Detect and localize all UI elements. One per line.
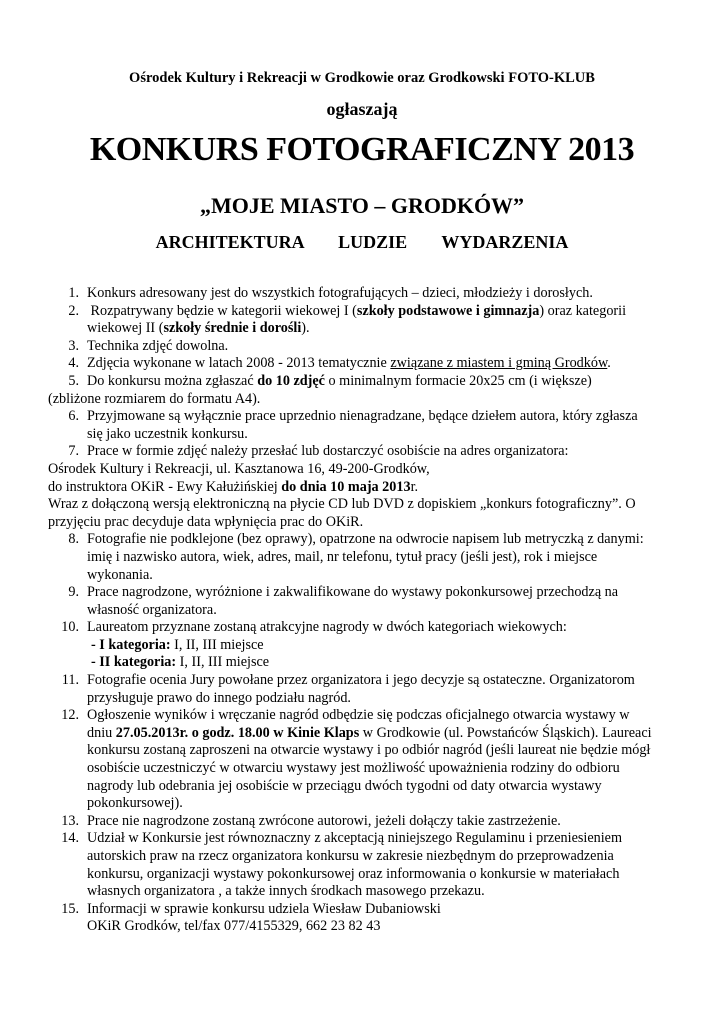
rule-1	[48, 285, 688, 303]
contest-categories: ARCHITEKTURA LUDZIE WYDARZENIA	[155, 232, 569, 252]
rule-text: imię i nazwisko autora, wiek, adres, mail, nr telefonu, tytuł pracy (jeśli jest), rok i miejsce	[87, 548, 598, 565]
rules-list	[48, 285, 688, 936]
rule-text: I, II, III miejsce	[176, 654, 270, 671]
rule-text: pokonkursowej).	[87, 795, 183, 812]
announce-line: ogłaszają	[326, 99, 398, 119]
rule-5-continuation: (zbliżone rozmiarem do formatu A4).	[48, 390, 261, 407]
rule-number: 15.	[61, 900, 79, 917]
rule-3	[48, 338, 688, 356]
rule-9	[48, 584, 688, 619]
rule-4	[48, 355, 688, 373]
rule-2	[48, 303, 688, 338]
rule-text: przysługuje prawo do innego podziału nagród.	[87, 689, 351, 706]
rule-text: konkursu, organizacji wystawy pokonkursowej oraz informowania o konkursie w materiałach	[87, 865, 620, 882]
rule-number: 12.	[61, 707, 79, 724]
rule-text: Technika zdjęć dowolna.	[87, 337, 229, 354]
rule-number: 11.	[61, 672, 79, 689]
rule-text: do instruktora OKiR - Ewy Kałużińskiej	[48, 478, 282, 495]
rule-text: Przyjmowane są wyłącznie prace uprzednio nienagradzane, będące dziełem autora, który zgłasza	[87, 408, 638, 425]
rule-text: się jako uczestnik konkursu.	[87, 425, 248, 442]
rule-text: Prace nagrodzone, wyróżnione i zakwalifikowane do wystawy pokonkursowej przechodzą na	[87, 584, 619, 601]
rule-12	[48, 707, 688, 813]
rule-number: 2.	[68, 302, 79, 319]
rule-bold: do 10 zdjęć	[257, 372, 325, 389]
rule-text: Fotografie nie podklejone (bez oprawy), opatrzone na odwrocie napisem lub metryczką z danymi:	[87, 531, 644, 548]
rule-text: Prace w formie zdjęć należy przesłać lub dostarczyć osobiście na adres organizatora:	[87, 443, 569, 460]
prize-category-1	[48, 637, 688, 655]
rule-number: 5.	[68, 372, 79, 389]
rule-text: nagrody lub odebrania jej osobiście w przeciągu dwóch tygodni od daty otwarcia wystawy	[87, 777, 602, 794]
rule-number: 14.	[61, 830, 79, 847]
rule-number: 1.	[68, 285, 79, 301]
rule-text: autorskich praw na rzecz organizatora konkursu w zakresie niezbędnym do przeprowadzenia	[87, 848, 614, 864]
rule-bold: - I kategoria:	[91, 636, 171, 653]
rule-6	[48, 408, 688, 443]
rule-bold: do dnia 10 maja 2013	[281, 478, 411, 495]
rule-text: Ogłoszenie wyników i wręczanie nagród odbędzie się podczas oficjalnego otwarcia wystawy w	[87, 707, 630, 724]
rule-text: konkursu zostaną zaproszeni na otwarcie wystawy i po odbiór nagród (jeśli laureat nie będzie mógł	[87, 742, 651, 759]
rule-number: 8.	[68, 531, 79, 548]
rule-text: własność organizatora.	[87, 601, 217, 618]
contest-subtitle: „MOJE MIASTO – GRODKÓW”	[199, 193, 525, 218]
rule-number: 3.	[68, 337, 79, 354]
rule-number: 6.	[68, 408, 79, 425]
rule-text: .	[607, 355, 611, 372]
rule-14	[48, 830, 688, 900]
organizers-line: Ośrodek Kultury i Rekreacji w Grodkowie oraz Grodkowski FOTO-KLUB	[129, 70, 595, 86]
contact-info: OKiR Grodków, tel/fax 077/4155329, 662 23 82 43	[87, 918, 381, 935]
rule-text: o minimalnym formacie 20x25 cm (i większe)	[324, 372, 592, 389]
organizer-address: Ośrodek Kultury i Rekreacji, ul. Kasztanowa 16, 49-200-Grodków,	[48, 460, 430, 477]
rule-text: osobiście uczestniczyć w otwarciu wystawy jest możliwość upoważnienia rodziny do odbioru	[87, 760, 620, 777]
rule-text: wykonania.	[87, 566, 153, 583]
rule-10	[48, 619, 688, 637]
rule-text: wiekowej II (	[87, 320, 164, 337]
rule-underlined: związane z miastem i gminą Grodków	[390, 355, 608, 372]
rule-7	[48, 443, 688, 461]
rule-text: Prace nie nagrodzone zostaną zwrócone autorowi, jeżeli dołączy takie zastrzeżenie.	[87, 812, 561, 829]
prize-category-2	[48, 654, 688, 672]
rule-number: 10.	[61, 619, 79, 636]
rule-text: ) oraz kategorii	[539, 302, 627, 319]
rule-text: r.	[410, 478, 419, 495]
rule-number: 13.	[61, 812, 79, 829]
rule-bold: 27.05.2013r. o godz. 18.00 w Kinie Klaps	[115, 724, 360, 741]
rule-number: 4.	[68, 355, 79, 372]
rule-number: 9.	[68, 584, 79, 601]
rule-8	[48, 531, 688, 584]
rule-text: Rozpatrywany będzie w kategorii wiekowej I (	[87, 302, 357, 319]
rule-5	[48, 373, 688, 391]
contest-title: KONKURS FOTOGRAFICZNY 2013	[89, 131, 635, 168]
rule-bold: - II kategoria:	[91, 654, 177, 671]
rule-text: Fotografie ocenia Jury powołane przez organizatora i jego decyzje są ostateczne. Organizatorom	[87, 672, 635, 689]
rule-text: dniu	[87, 724, 116, 741]
rule-13	[48, 813, 688, 831]
instructor-deadline	[48, 479, 688, 497]
rule-text: I, II, III miejsce	[170, 636, 264, 653]
rule-text: Zdjęcia wykonane w latach 2008 - 2013 tematycznie	[87, 355, 391, 372]
rule-text: Laureatom przyznane zostaną atrakcyjne nagrody w dwóch kategoriach wiekowych:	[87, 619, 567, 636]
cd-note-line-2: przyjęciu prac decyduje data wpłynięcia prac do OKiR.	[48, 513, 364, 530]
rule-text: Udział w Konkursie jest równoznaczny z akceptacją niniejszego Regulaminu i przeniesieniem	[87, 830, 622, 847]
rule-bold: szkoły średnie i dorośli	[163, 320, 302, 337]
rule-15	[48, 901, 688, 936]
rule-text: Konkurs adresowany jest do wszystkich fotografujących – dzieci, młodzieży i dorosłych.	[87, 285, 593, 301]
cd-note-line-1: Wraz z dołączoną wersją elektroniczną na płycie CD lub DVD z dopiskiem „konkurs fotograficzny”. O	[48, 496, 636, 513]
rule-text: własnych organizatora , a także innych środkach masowego przekazu.	[87, 883, 485, 900]
rule-text: ).	[301, 320, 310, 337]
rule-11	[48, 672, 688, 707]
rule-text: Do konkursu można zgłaszać	[87, 372, 258, 389]
rule-text: Informacji w sprawie konkursu udziela Wiesław Dubaniowski	[87, 900, 441, 917]
rule-bold: szkoły podstawowe i gimnazja	[356, 302, 540, 319]
rule-number: 7.	[68, 443, 79, 460]
rule-text: w Grodkowie (ul. Powstańców Śląskich). Laureaci	[359, 724, 652, 741]
